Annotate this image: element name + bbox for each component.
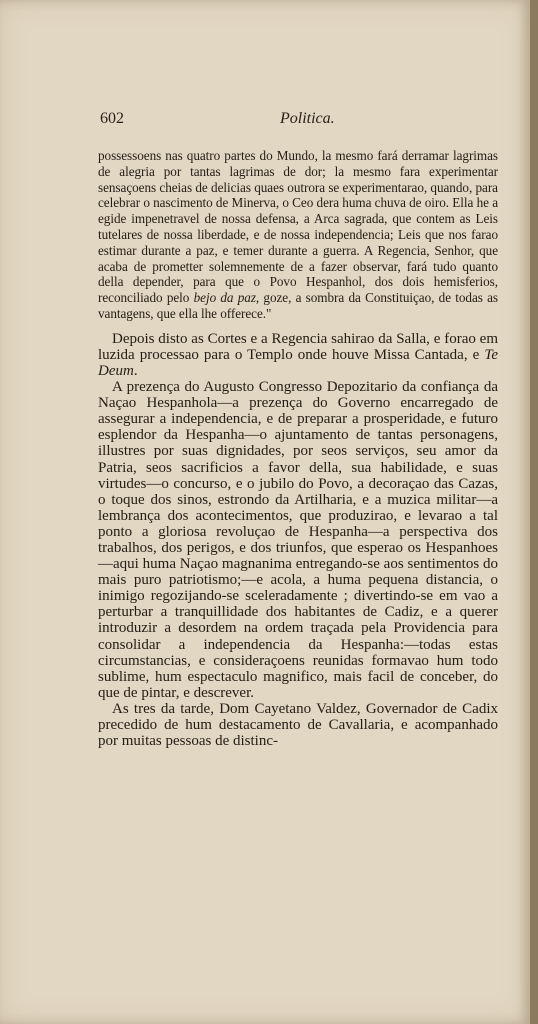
presenca-paragraph: A prezença do Augusto Congresso Depozitario da confiança da Naçao Hespanhola—a prezença do Governo encarregado de assegurar a independencia, e de preparar a prosperidade, e futuro esplendor da Hespanha—o ajuntamento de tantas personagens, illustres por suas dignidades, por seos serviços, seu amor da Patria, seos sacrificios a favor della, sua habilidade, e suas virtudes—o concurso, e o jubilo do Povo, a decoraçao das Cazas, o toque dos sinos, estrondo da Artilharia, e a muzica militar—a lembrança dos acontecimentos, que produzirao, e levarao a tal ponto a gloriosa revoluçao de Hespanha—a perspectiva dos trabalhos, dos perigos, e dos triunfos, que esperao os Hespanhoes—aqui huma Naçao magnanima entregando-se aos sentimentos do mais puro patriotismo;—e acola, a huma pequena distancia, o inimigo regozijando-se sceleradamente ; divertindo-se em vao a perturbar a tranquillidade dos habitantes de Cadiz, e a querer introduzir a desordem na ordem traçada pela Providencia para consolidar a independencia da Hespanha:—todas estas circumstancias, e consideraçoens reunidas formavao hum todo sublime, hum espectaculo magnifico, mais facil de conceber, do que de pintar, e descrever. (98, 379, 498, 701)
cortes-text-1: Depois disto as Cortes e a Regencia sahirao da Salla, e forao em luzida processao para o Templo onde houve Missa Cantada, e (98, 330, 498, 363)
cortes-paragraph (98, 331, 498, 379)
quote-text-1: possessoens nas quatro partes do Mundo, la mesmo fará derramar lagrimas de alegria por tantas lagrimas de dor; la mesmo fara experimentar sensaçoens cheias de delicias quaes outrora se experimentarao, quando, para celebrar o nascimento de Minerva, o Ceo dera huma chuva de oiro. Ella he a egide impenetravel de nossa defensa, a Arca sagrada, que contem as Leis tutelares de nossa liberdade, e de nossa independencia; Leis que nos farao estimar durante a paz, e temer durante a guerra. A Regencia, Senhor, que acaba de prometter solemnemente de a fazer observar, fará tudo quanto della depender, para que o Povo Hespanhol, dos dois hemisferios, reconciliado pelo (98, 148, 498, 306)
cortes-text-2: . (133, 362, 138, 379)
cortes-italic: Te Deum (98, 346, 498, 379)
running-head: Politica. (280, 110, 335, 127)
tarde-paragraph: As tres da tarde, Dom Cayetano Valdez, Governador de Cadix precedido de hum destacamento de Cavallaria, e acompanhado por muitas pessoas de distinc- (98, 700, 498, 750)
page-number: 602 (100, 110, 124, 127)
book-spine (530, 0, 538, 1024)
quote-paragraph (98, 148, 498, 322)
quote-italic: bejo da paz (193, 290, 256, 306)
page-body (98, 148, 498, 749)
quote-text-2: , goze, a sombra da Constituiçao, de todas as vantagens, que ella lhe offerece." (98, 290, 498, 321)
page-header (100, 110, 498, 132)
